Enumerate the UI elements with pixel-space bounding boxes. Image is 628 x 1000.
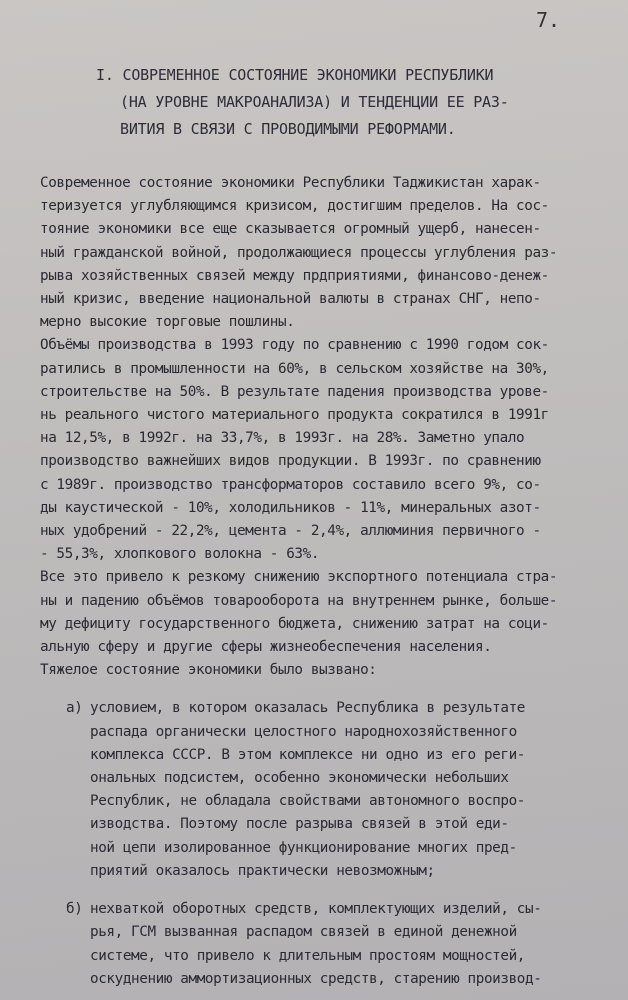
text-line: ды каустической - 10%, холодильников - 11%, минеральных азот- — [40, 499, 541, 516]
list-item — [40, 697, 610, 883]
text-line: Все это привело к резкому снижению экспортного потенциала стра- — [40, 569, 558, 586]
paragraph — [40, 172, 610, 334]
text-line: ной цепи изолированное функционирование многих пред- — [90, 839, 517, 856]
text-line: теризуется углубляющимся кризисом, достигшим пределов. На сос- — [40, 198, 549, 215]
text-line: ный гражданской войной, продолжающиеся процессы углубления раз- — [40, 244, 558, 261]
text-line: распада органически целостного народнохозяйственного — [90, 723, 517, 740]
text-line: оскуднению аммортизационных средств, старению производ- — [90, 970, 542, 987]
paragraph — [40, 659, 610, 682]
text-line: Современное состояние экономики Республики Таджикистан харак- — [40, 175, 541, 191]
text-line: ны и падению объёмов товарооборота на внутреннем рынке, больше- — [40, 592, 558, 609]
list-item — [40, 898, 610, 991]
spacer — [40, 682, 610, 697]
text-line: изводства. Поэтому после разрыва связей в этой еди- — [90, 816, 509, 833]
text-line: Объёмы производства в 1993 году по сравнению с 1990 годом сок- — [40, 337, 549, 354]
text-line: мерно высокие торговые пошлины. — [40, 314, 295, 331]
text-line: ный кризис, введение национальной валюты в странах СНГ, непо- — [40, 291, 541, 308]
document-body — [40, 172, 610, 991]
text-line: рыва хозяйственных связей между прдприятиями, финансово-денеж- — [40, 267, 549, 284]
text-line: комплекса СССР. В этом комплексе ни одно из его реги- — [90, 746, 525, 763]
text-line: на 12,5%, в 1992г. на 33,7%, в 1993г. на 28%. Заметно упало — [40, 430, 525, 447]
title-line: (НА УРОВНЕ МАКРОАНАЛИЗА) И ТЕНДЕНЦИИ ЕЕ РАЗ- — [120, 93, 509, 111]
text-line: приятий оказалось практически невозможным; — [90, 862, 435, 879]
text-line: ональных подсистем, особенно экономически небольших — [90, 770, 509, 787]
text-line: нь реального чистого материального продукта сократился в 1991г — [40, 407, 549, 424]
text-line: системе, что привело к длительным простоям мощностей, — [90, 947, 525, 964]
text-line: рья, ГСМ вызванная распадом связей в единой денежной — [90, 924, 517, 941]
list-marker: а) — [66, 700, 83, 717]
text-line: с 1989г. производство трансформаторов составило всего 9%, со- — [40, 476, 541, 493]
title-line: I. СОВРЕМЕННОЕ СОСТОЯНИЕ ЭКОНОМИКИ РЕСПУБЛИКИ — [96, 66, 494, 84]
text-line: Тяжелое состояние экономики было вызвано: — [40, 662, 377, 679]
text-line: альную сферу и другие сферы жизнеобеспечения населения. — [40, 639, 492, 656]
text-line: ных удобрений - 22,2%, цемента - 2,4%, аллюминия первичного - — [40, 523, 541, 540]
list-marker: б) — [66, 901, 83, 918]
section-title — [96, 62, 596, 143]
text-line: производство важнейших видов продукции. В 1993г. по сравнению — [40, 453, 541, 470]
paragraph — [40, 334, 610, 566]
text-line: Республик, не обладала свойствами автономного воспро- — [90, 793, 525, 810]
text-line: му дефициту государственного бюджета, снижению затрат на соци- — [40, 615, 549, 632]
text-line: - 55,3%, хлопкового волокна - 63%. — [40, 546, 320, 563]
title-line: ВИТИЯ В СВЯЗИ С ПРОВОДИМЫМИ РЕФОРМАМИ. — [120, 120, 456, 138]
text-line: тояние экономики все еще сказывается огромный ущерб, нанесен- — [40, 221, 541, 238]
text-line: нехваткой оборотных средств, комплектующих изделий, сы- — [90, 901, 542, 918]
text-line: условием, в котором оказалась Республика в результате — [90, 700, 525, 717]
text-line: строительстве на 50%. В результате падения производства урове- — [40, 383, 549, 400]
spacer — [40, 883, 610, 898]
text-line: ратились в промышленности на 60%, в сельском хозяйстве на 30%, — [40, 360, 549, 377]
paragraph — [40, 566, 610, 659]
page-number: 7. — [536, 8, 561, 32]
